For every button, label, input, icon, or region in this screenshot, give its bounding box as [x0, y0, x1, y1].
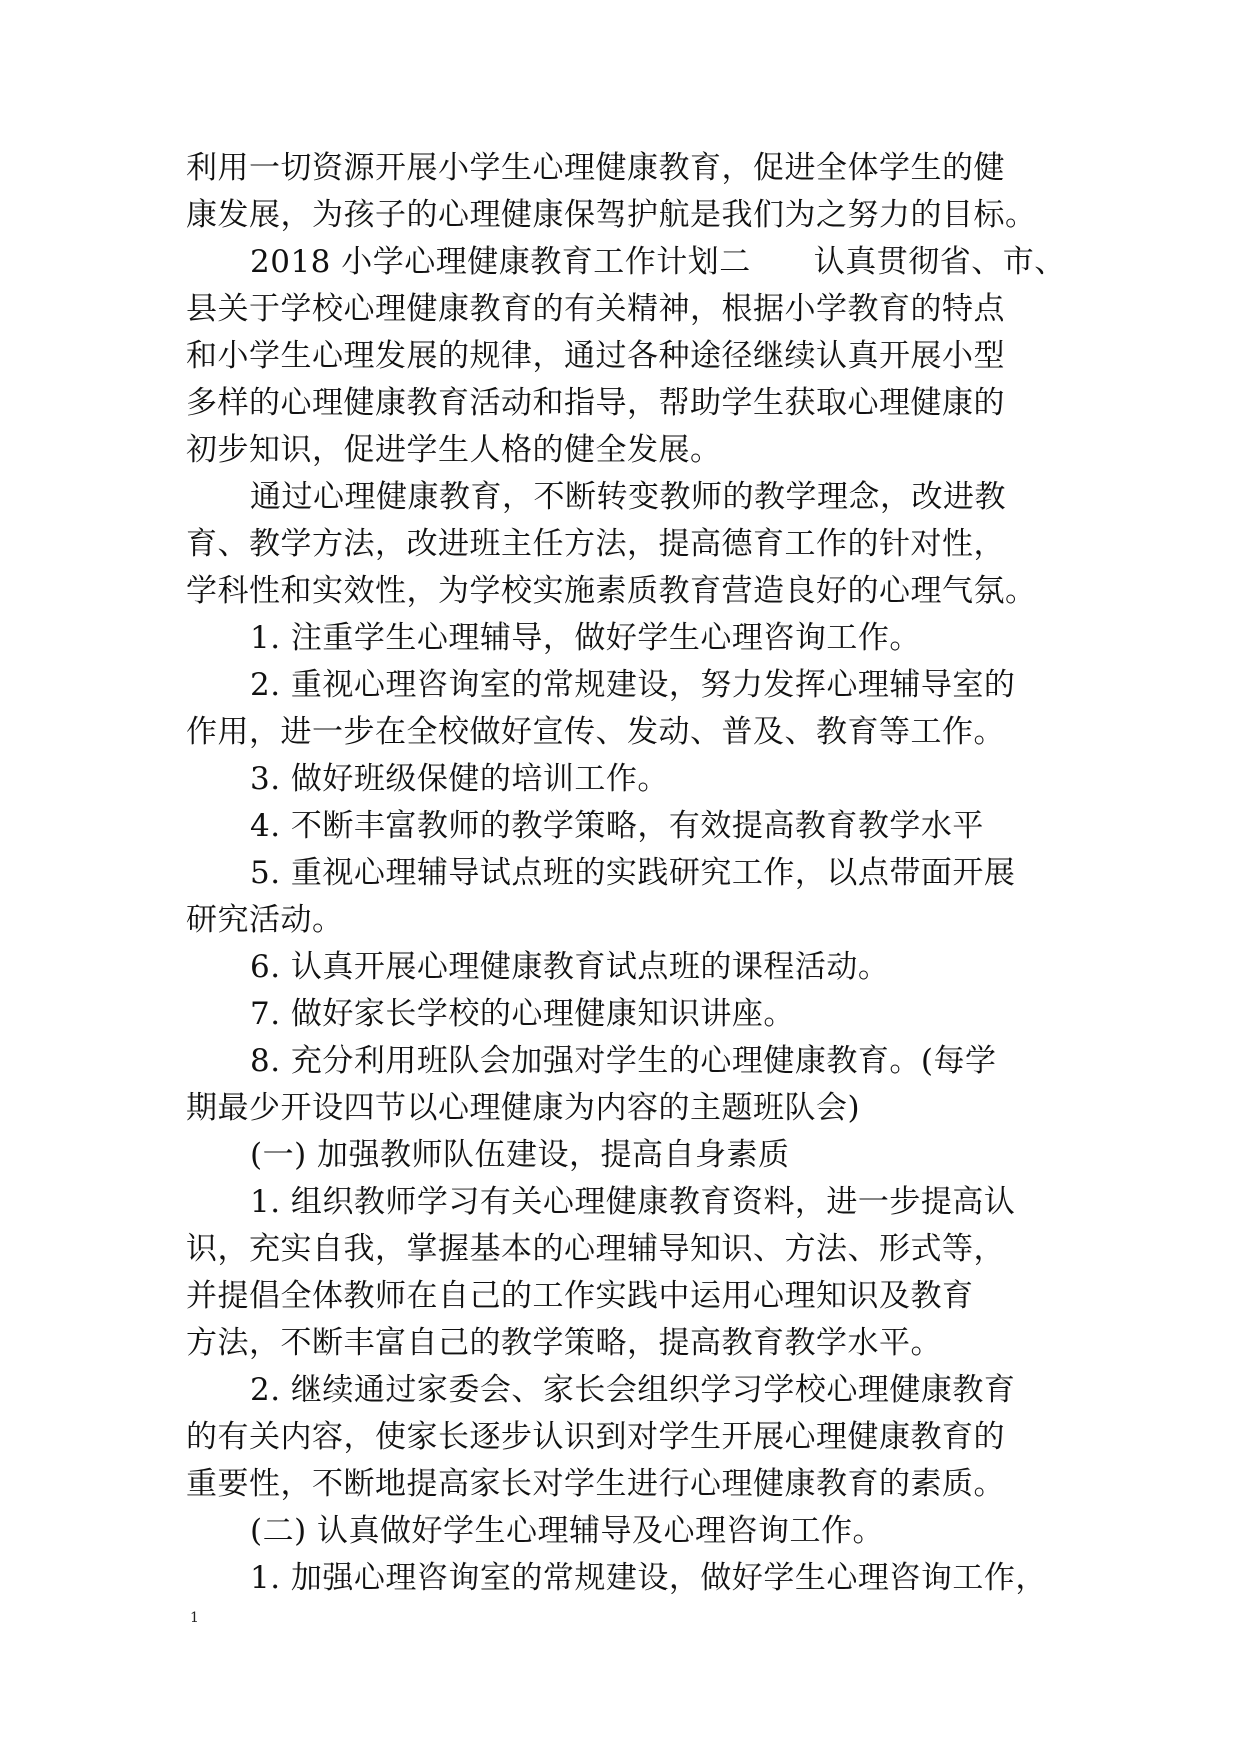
text-line: 3. 做好班级保健的培训工作。	[250, 761, 669, 797]
text-line: 4. 不断丰富教师的教学策略，有效提高教育教学水平	[250, 808, 984, 844]
text-line: 并提倡全体教师在自己的工作实践中运用心理知识及教育	[186, 1278, 974, 1314]
text-line: 6. 认真开展心理健康教育试点班的课程活动。	[250, 949, 890, 985]
page-number: 1	[190, 1610, 199, 1626]
text-line: 7. 做好家长学校的心理健康知识讲座。	[250, 996, 795, 1032]
section-heading: (二) 认真做好学生心理辅导及心理咨询工作。	[250, 1513, 885, 1549]
text-line: 方法，不断丰富自己的教学策略，提高教育教学水平。	[186, 1325, 942, 1361]
text-line: 作用，进一步在全校做好宣传、发动、普及、教育等工作。	[186, 714, 1005, 750]
text-line: 育、教学方法，改进班主任方法，提高德育工作的针对性，	[186, 526, 1005, 562]
text-line: 和小学生心理发展的规律，通过各种途径继续认真开展小型	[186, 338, 1005, 374]
text-line: 的有关内容，使家长逐步认识到对学生开展心理健康教育的	[186, 1419, 1005, 1455]
text-line: 2. 重视心理咨询室的常规建设，努力发挥心理辅导室的	[250, 667, 1016, 703]
text-line: 研究活动。	[186, 902, 344, 938]
text-line: 康发展，为孩子的心理健康保驾护航是我们为之努力的目标。	[186, 197, 1037, 233]
text-line: 通过心理健康教育，不断转变教师的教学理念，改进教	[250, 479, 1006, 515]
text-line: 多样的心理健康教育活动和指导，帮助学生获取心理健康的	[186, 385, 1005, 421]
section-heading: (一) 加强教师队伍建设，提高自身素质	[250, 1137, 790, 1173]
text-line: 1. 组织教师学习有关心理健康教育资料，进一步提高认	[250, 1184, 1016, 1220]
text-line: 初步知识，促进学生人格的健全发展。	[186, 432, 722, 468]
text-line: 利用一切资源开展小学生心理健康教育，促进全体学生的健	[186, 150, 1005, 186]
text-line: 2018 小学心理健康教育工作计划二 认真贯彻省、市、	[250, 244, 1066, 280]
text-line: 期最少开设四节以心理健康为内容的主题班队会)	[186, 1090, 861, 1126]
text-line: 县关于学校心理健康教育的有关精神，根据小学教育的特点	[186, 291, 1005, 327]
text-line: 重要性，不断地提高家长对学生进行心理健康教育的素质。	[186, 1466, 1005, 1502]
text-line: 2. 继续通过家委会、家长会组织学习学校心理健康教育	[250, 1372, 1016, 1408]
text-line: 8. 充分利用班队会加强对学生的心理健康教育。(每学	[250, 1043, 997, 1079]
text-line: 5. 重视心理辅导试点班的实践研究工作，以点带面开展	[250, 855, 1016, 891]
text-line: 1. 加强心理咨询室的常规建设，做好学生心理咨询工作，	[250, 1560, 1047, 1596]
body-text	[186, 145, 1086, 1602]
text-line: 识，充实自我，掌握基本的心理辅导知识、方法、形式等，	[186, 1231, 1005, 1267]
text-line: 1. 注重学生心理辅导，做好学生心理咨询工作。	[250, 620, 921, 656]
text-line: 学科性和实效性，为学校实施素质教育营造良好的心理气氛。	[186, 573, 1037, 609]
